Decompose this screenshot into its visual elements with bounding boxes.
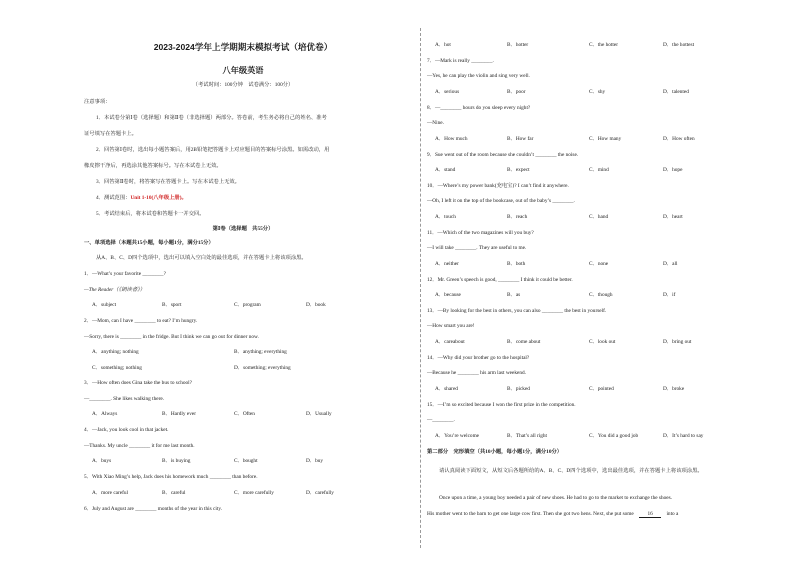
option-d[interactable]: D．carefully: [306, 490, 334, 496]
option-d[interactable]: D．Usually: [306, 411, 332, 417]
option-b[interactable]: B．poor: [507, 89, 526, 95]
volume-heading: 第Ⅰ卷（选择题 共55分）: [212, 226, 274, 232]
option-a[interactable]: A．touch: [435, 214, 456, 220]
question-3-line-1: 3．—How often does Gina take the bus to school?: [84, 380, 192, 386]
exam-subject: 八年级英语: [222, 66, 264, 75]
question-6-line-1: 6．July and August are ________ months of the year in this city.: [84, 506, 222, 512]
option-c[interactable]: C．look out: [589, 339, 616, 345]
option-b[interactable]: B．That’s all right: [507, 433, 548, 439]
section1-instruction: 从A、B、C、D四个选项中，选出可以填入空白处的最佳选项，并在答题卡上将该项涂黑。: [96, 255, 307, 261]
option-d[interactable]: D．the hottest: [663, 42, 695, 48]
option-b[interactable]: B．hotter: [507, 42, 529, 48]
option-c[interactable]: C．bought: [234, 458, 258, 464]
option-a[interactable]: A．stand: [435, 167, 456, 173]
option-d[interactable]: D．all: [663, 261, 678, 267]
option-b[interactable]: B．How far: [507, 136, 534, 142]
section1-heading: 一、单项选择（本题共15小题，每小题1分，满分15分）: [84, 240, 214, 246]
passage-line-2: [427, 511, 678, 518]
option-a[interactable]: A．neither: [435, 261, 459, 267]
question-10-line-2: —Oh, I left it on the top of the bookcase, out of the baby’s ________.: [427, 198, 575, 204]
option-a[interactable]: A．anything; nothing: [92, 349, 139, 355]
option-c[interactable]: C．pointed: [589, 386, 614, 392]
question-14-line-1: 14．—Why did your brother go to the hospital?: [427, 355, 530, 361]
exam-time-info: （考试时间：100分钟 试卷满分：100分）: [192, 82, 294, 88]
option-a[interactable]: A．serious: [435, 89, 460, 95]
cloze-blank[interactable]: 16: [639, 511, 661, 518]
option-d[interactable]: D．hope: [663, 167, 683, 173]
question-7-line-2: —Yes, he can play the violin and sing very well.: [427, 73, 530, 79]
notice-line-1: 1．本试卷分第Ⅰ卷（选择题）和第Ⅱ卷（非选择题）两部分。答卷前，考生务必将自己的姓名、准考: [96, 115, 327, 121]
option-d[interactable]: D．talented: [663, 89, 689, 95]
question-4-line-2: —Thanks. My uncle ________ it for me last month.: [84, 443, 195, 449]
notice-line-7: 5．考试结束后，将本试卷和答题卡一并交回。: [96, 211, 205, 217]
option-a[interactable]: A．because: [435, 292, 461, 298]
option-c[interactable]: C．shy: [589, 89, 606, 95]
question-4-line-1: 4．—Jack, you look cool in that jacket.: [84, 427, 169, 433]
question-11-line-1: 11．—Which of the two magazines will you buy?: [427, 230, 534, 236]
option-b[interactable]: B．careful: [162, 490, 186, 496]
option-b[interactable]: B．Hardly ever: [162, 411, 196, 417]
passage-line-1: Once upon a time, a young boy needed a pair of new shoes. He had to go to the market to exchange the shoes.: [439, 495, 672, 501]
option-a[interactable]: A．more careful: [92, 490, 129, 496]
option-d[interactable]: D．broke: [663, 386, 685, 392]
question-14-line-2: —Because he ________ his arm last weekend.: [427, 370, 526, 376]
notice-line-2: 证号填写在答题卡上。: [84, 131, 137, 137]
option-a[interactable]: A．hot: [435, 42, 451, 48]
question-9-line-1: 9．Sue went out of the room because she couldn’t ________ the noise.: [427, 152, 579, 158]
option-d[interactable]: D．buy: [306, 458, 324, 464]
option-c[interactable]: C．though: [589, 292, 613, 298]
option-c[interactable]: C．hand: [589, 214, 609, 220]
option-c[interactable]: C．You did a good job: [589, 433, 639, 439]
question-12-line-1: 12．Mr. Green’s speech is good, ________ I think it could be better.: [427, 277, 573, 283]
question-10-line-1: 10．—Where’s my power bank(充电宝)? I can’t find it anywhere.: [427, 183, 569, 189]
question-2-line-1: 2．—Mom, can I have ________ to eat? I’m hungry.: [84, 318, 198, 324]
option-d[interactable]: D．heart: [663, 214, 683, 220]
option-d[interactable]: D．something; everything: [234, 365, 291, 371]
question-1-line-1: 1．—What’s your favorite ________?: [84, 271, 166, 277]
option-d[interactable]: D．How often: [663, 136, 695, 142]
question-15-line-2: —________.: [427, 417, 455, 423]
option-b[interactable]: B．expect: [507, 167, 530, 173]
notice-label: 注意事项：: [84, 99, 111, 105]
option-a[interactable]: A．subject: [92, 302, 117, 308]
notice-line-5: 3．回答第Ⅱ卷时，将答案写在答题卡上。写在本试卷上无效。: [96, 179, 240, 185]
option-c[interactable]: C．something; nothing: [92, 365, 142, 371]
option-a[interactable]: A．Always: [92, 411, 118, 417]
question-15-line-1: 15．—I’m so excited because I won the first prize in the competition.: [427, 402, 576, 408]
passage-line-2-text: His mother went to the barn to get one large cow first. Then she got two hens. Next, she put some: [427, 511, 634, 517]
option-b[interactable]: B．reach: [507, 214, 528, 220]
option-a[interactable]: A．You’re welcome: [435, 433, 480, 439]
option-b[interactable]: B．picked: [507, 386, 530, 392]
exam-title: 2023-2024学年上学期期末模拟考试（培优卷）: [153, 42, 333, 52]
notice-scope-units: Unit 1-10(八年级上册)。: [130, 195, 187, 201]
question-11-line-2: —I will take ________. They are useful to me.: [427, 245, 527, 251]
option-a[interactable]: A．shared: [435, 386, 458, 392]
notice-line-6: [96, 195, 187, 201]
option-c[interactable]: C．How many: [589, 136, 622, 142]
passage-line-2-end: into a: [666, 511, 679, 517]
option-c[interactable]: C．none: [589, 261, 609, 267]
option-b[interactable]: B．as: [507, 292, 521, 298]
option-c[interactable]: C．mind: [589, 167, 609, 173]
option-a[interactable]: A．buys: [92, 458, 112, 464]
question-13-line-2: —How smart you are!: [427, 323, 475, 329]
question-8-line-1: 8．—________ hours do you sleep every night?: [427, 105, 531, 111]
option-d[interactable]: D．book: [306, 302, 326, 308]
option-c[interactable]: C．more carefully: [234, 490, 274, 496]
section2-heading: 第二部分 完形填空（共10小题，每小题1分，满分10分）: [427, 449, 563, 455]
question-5-line-1: 5．With Xiao Ming’s help, Jack does his homework much ________ than before.: [84, 474, 258, 480]
question-13-line-1: 13．—By looking for the best in others, you can also ________ the best in yourself.: [427, 308, 607, 314]
question-1-line-2: —The Reader（《朗读者》）: [84, 287, 146, 293]
option-a[interactable]: A．How much: [435, 136, 468, 142]
option-b[interactable]: B．come about: [507, 339, 541, 345]
column-divider: [420, 28, 421, 548]
option-c[interactable]: C．Often: [234, 411, 255, 417]
option-c[interactable]: C．the hotter: [589, 42, 618, 48]
option-b[interactable]: B．both: [507, 261, 526, 267]
option-a[interactable]: A．careabout: [435, 339, 465, 345]
notice-scope-prefix: 4．测试范围：: [96, 195, 131, 201]
option-d[interactable]: D．It’s hard to say: [663, 433, 704, 439]
notice-line-4: 橡皮擦干净后，再选涂其他答案标号。写在本试卷上无效。: [84, 163, 222, 169]
question-3-line-2: —________. She likes walking there.: [84, 396, 165, 402]
question-7-line-1: 7．—Mark is really ________.: [427, 58, 494, 64]
option-b[interactable]: B．sport: [162, 302, 182, 308]
question-8-line-2: —Nine.: [427, 120, 444, 126]
section2-instruction: 请认真阅读下面短文，从短文后各题所给的A、B、C、D四个选项中，选出最佳选项，并在答题卡上将该项涂黑。: [439, 468, 703, 474]
option-c[interactable]: C．program: [234, 302, 261, 308]
option-b[interactable]: B．anything; everything: [234, 349, 287, 355]
option-b[interactable]: B．is buying: [162, 458, 191, 464]
question-2-line-2: —Sorry, there is ________ in the fridge. But I think we can go out for dinner now.: [84, 334, 259, 340]
notice-line-3: 2．回答第Ⅰ卷时，选出每小题答案后，用2B铅笔把答题卡上对应题目的答案标号涂黑。如需改动，用: [96, 147, 330, 153]
option-d[interactable]: D．if: [663, 292, 676, 298]
option-d[interactable]: D．bring out: [663, 339, 692, 345]
